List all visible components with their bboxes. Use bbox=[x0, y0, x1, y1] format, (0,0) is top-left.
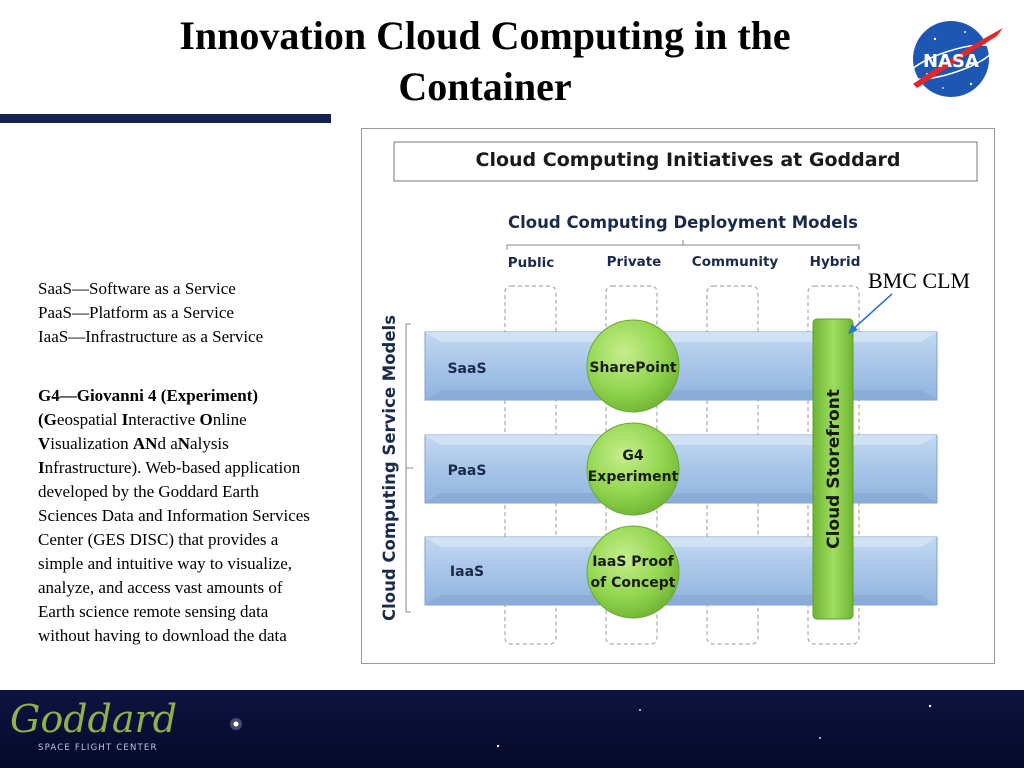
g4-description-line: Earth science remote sensing data bbox=[38, 602, 269, 621]
callout-arrow bbox=[840, 290, 900, 340]
goddard-logo-text: Goddard bbox=[10, 697, 178, 741]
cloud-storefront-label: Cloud Storefront bbox=[824, 389, 844, 549]
cloud-computing-diagram bbox=[361, 128, 995, 664]
g4-description-line: without having to download the data bbox=[38, 626, 287, 645]
nasa-logo bbox=[905, 14, 1005, 104]
service-models-header: Cloud Computing Service Models bbox=[380, 314, 399, 622]
service-paas: PaaS bbox=[447, 463, 487, 479]
g4-acronym-line-3: Infrastructure). Web-based application bbox=[38, 458, 301, 477]
definition-paas: PaaS—Platform as a Service bbox=[38, 303, 234, 322]
deployment-private: Private bbox=[606, 254, 662, 270]
deployment-public: Public bbox=[507, 255, 555, 271]
definition-iaas: IaaS—Infrastructure as a Service bbox=[38, 327, 264, 346]
definition-saas: SaaS—Software as a Service bbox=[38, 279, 236, 298]
deployment-models-header: Cloud Computing Deployment Models bbox=[508, 213, 858, 232]
initiative-g4-experiment bbox=[587, 423, 679, 515]
service-definitions bbox=[38, 277, 338, 349]
cloud-storefront-bar bbox=[813, 319, 853, 619]
initiative-iaas-proof-of-concept bbox=[587, 526, 679, 618]
g4-description-line: Sciences Data and Information Services bbox=[38, 506, 310, 525]
title-underline-bar bbox=[0, 114, 331, 123]
goddard-logo-subtext: SPACE FLIGHT CENTER bbox=[38, 743, 158, 753]
g4-description-line: developed by the Goddard Earth bbox=[38, 482, 259, 501]
goddard-logo bbox=[8, 694, 178, 760]
slide-title: Innovation Cloud Computing in the Container bbox=[179, 13, 791, 109]
g4-description bbox=[38, 384, 360, 648]
initiative-g4-label-line1: G4 bbox=[622, 448, 644, 464]
deployment-community: Community bbox=[691, 254, 779, 270]
initiative-iaas-label-line2: of Concept bbox=[590, 575, 676, 591]
nasa-logo-text: NASA bbox=[923, 51, 979, 72]
deployment-hybrid: Hybrid bbox=[809, 254, 861, 270]
band-paas bbox=[425, 435, 937, 503]
initiative-iaas-label-line1: IaaS Proof bbox=[592, 554, 674, 570]
g4-description-line: analyze, and access vast amounts of bbox=[38, 578, 283, 597]
initiative-sharepoint-label: SharePoint bbox=[589, 360, 677, 376]
band-saas bbox=[425, 332, 937, 400]
initiative-g4-label-line2: Experiment bbox=[587, 469, 679, 485]
bmc-clm-callout: BMC CLM bbox=[868, 268, 971, 293]
g4-acronym-line-2: Visualization ANd aNalysis bbox=[38, 434, 229, 453]
footer-banner bbox=[0, 690, 1024, 768]
g4-description-line: Center (GES DISC) that provides a bbox=[38, 530, 279, 549]
g4-acronym-line-1: (Geospatial Interactive Online bbox=[38, 410, 247, 429]
band-iaas bbox=[425, 537, 937, 605]
g4-heading: G4—Giovanni 4 (Experiment) bbox=[38, 386, 259, 405]
service-iaas: IaaS bbox=[449, 564, 485, 580]
initiative-sharepoint bbox=[587, 320, 679, 412]
diagram-title: Cloud Computing Initiatives at Goddard bbox=[475, 149, 901, 171]
g4-description-line: simple and intuitive way to visualize, bbox=[38, 554, 293, 573]
service-saas: SaaS bbox=[447, 361, 487, 377]
